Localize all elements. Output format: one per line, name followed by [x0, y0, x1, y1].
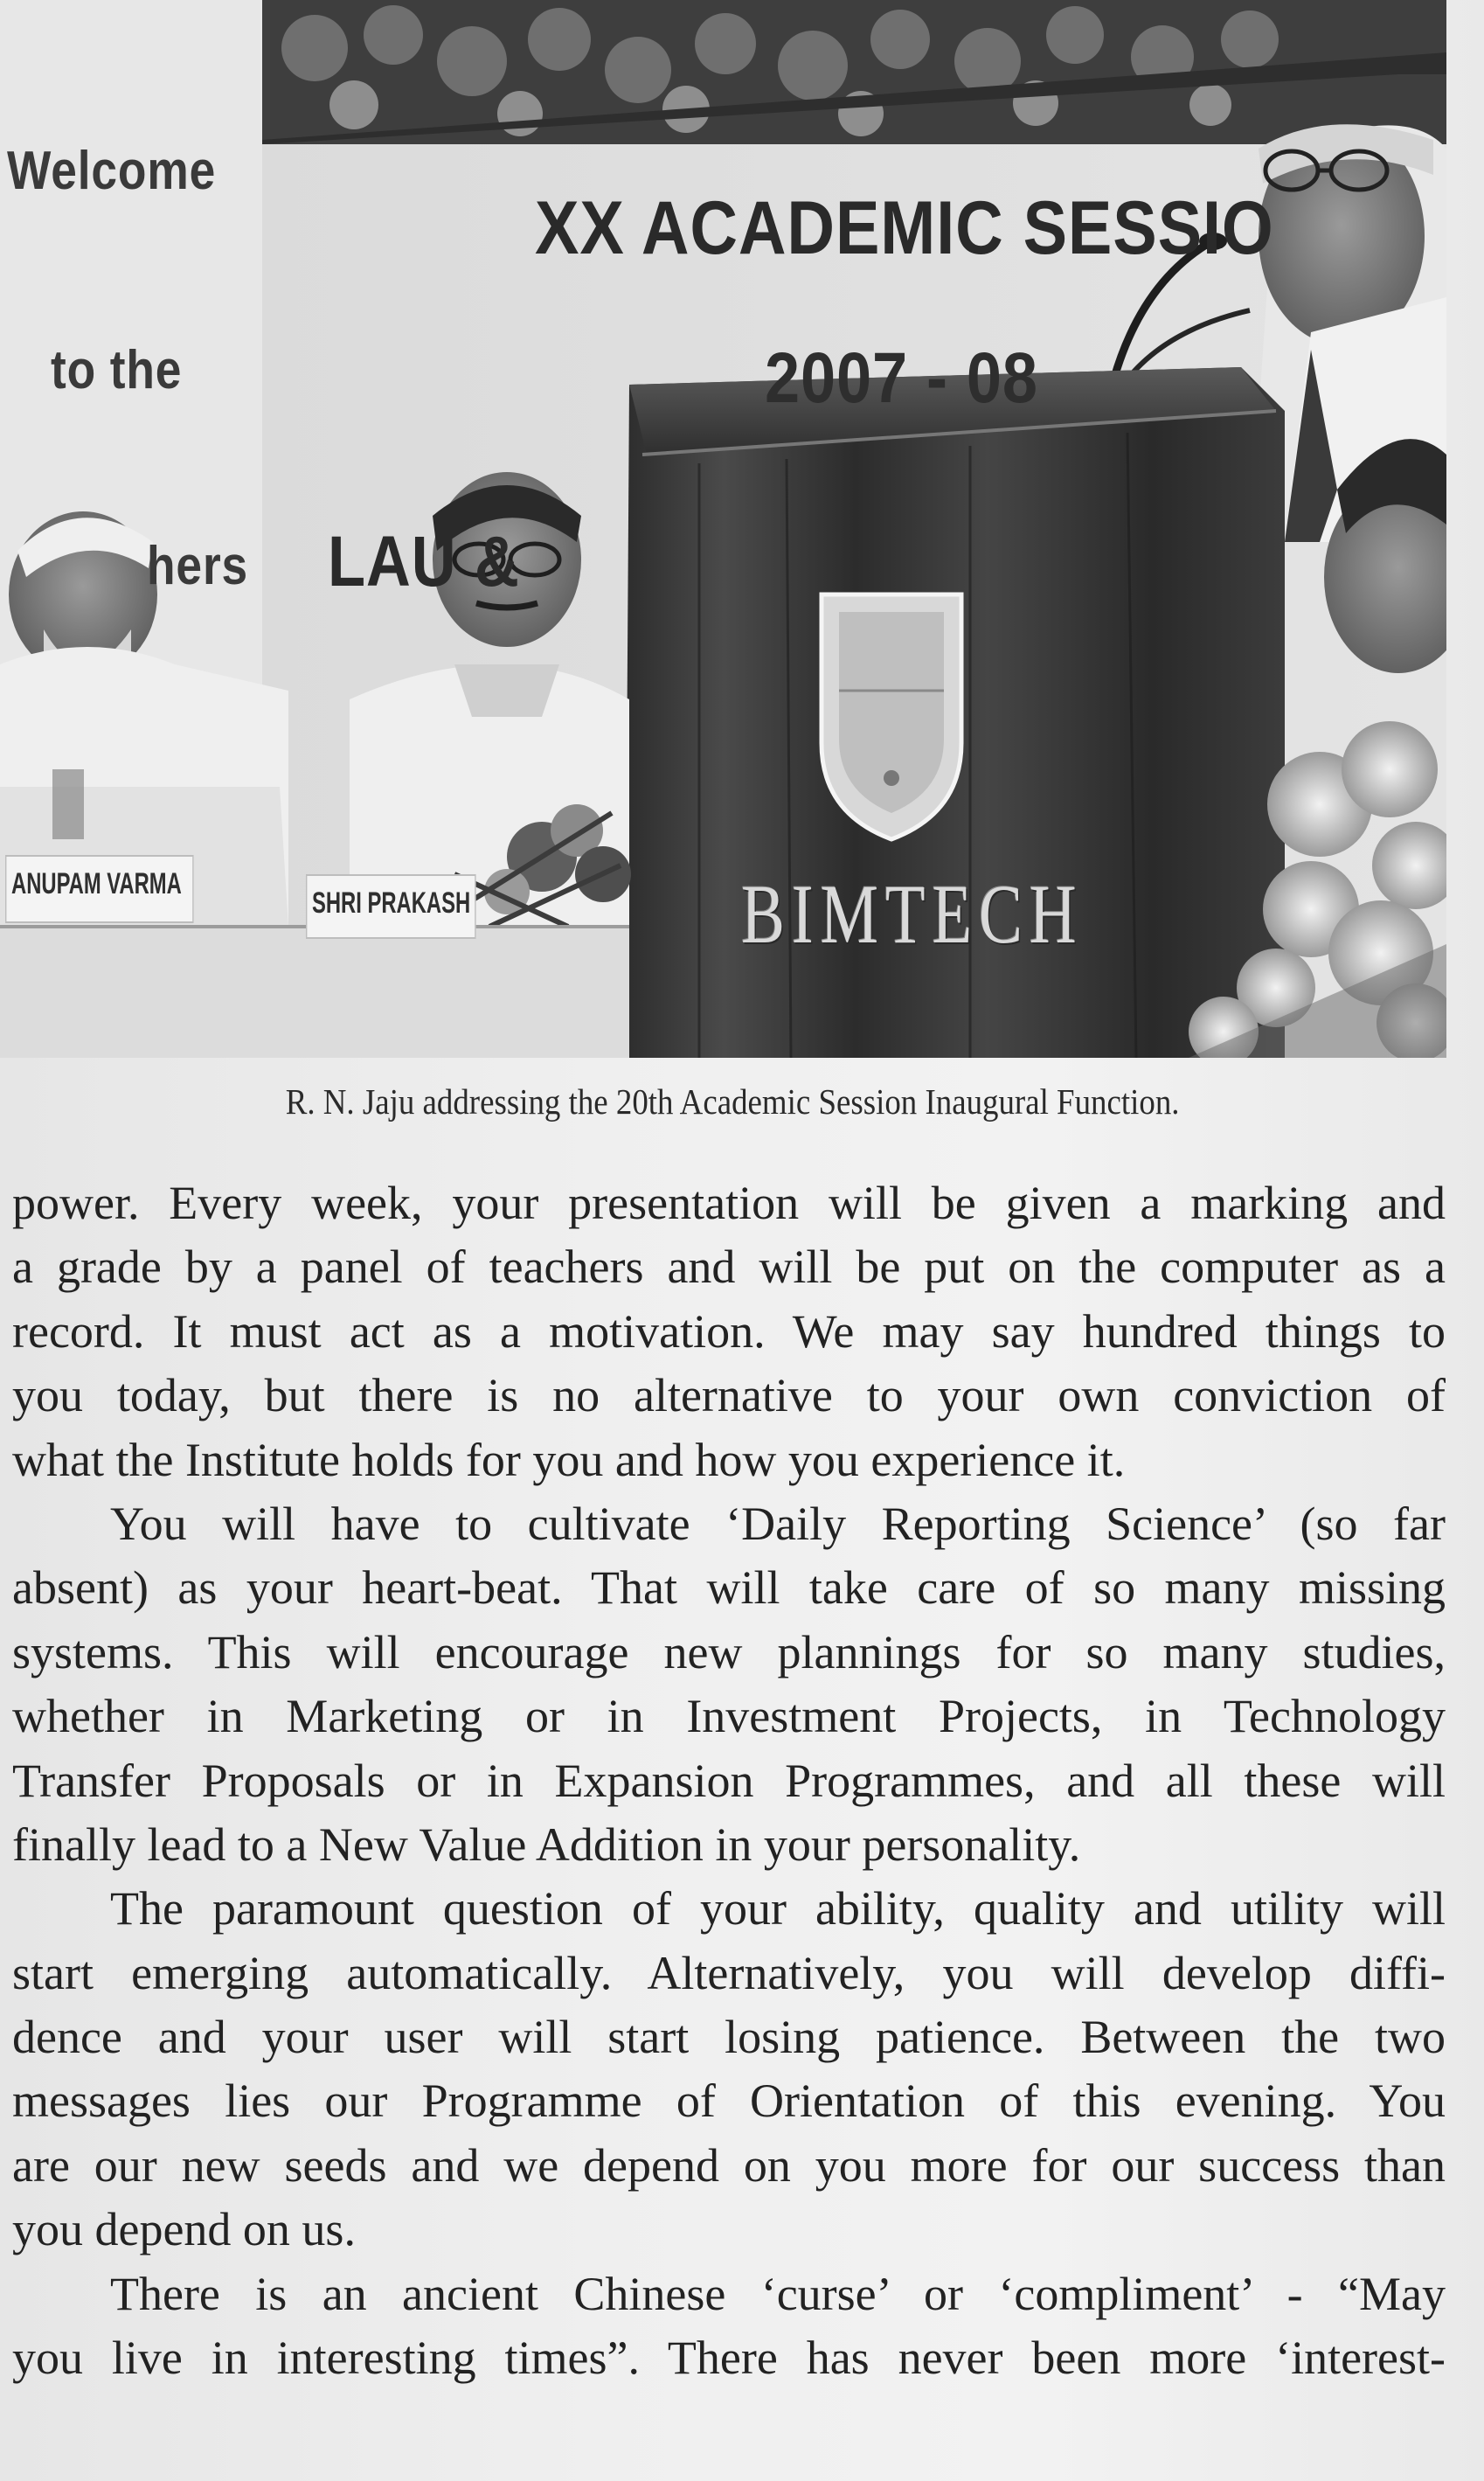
body-line: whether in Marketing or in Investment Projects, in Technology [12, 1690, 1446, 1743]
body-line: You will have to cultivate ‘Daily Reporting Science’ (so far [110, 1497, 1446, 1550]
body-line: a grade by a panel of teachers and will be put on the computer as a [12, 1240, 1446, 1294]
banner-to-the-text: to the [51, 340, 183, 400]
body-text [12, 1171, 1446, 2390]
nameplate-shri-prakash: SHRI PRAKASH [306, 874, 476, 939]
body-line: absent) as your heart-beat. That will take care of so many missing [12, 1561, 1446, 1615]
body-line: record. It must act as a motivation. We may say hundred things to [12, 1304, 1446, 1358]
body-line: There is an ancient Chinese ‘curse’ or ‘compliment’ - “May [110, 2267, 1446, 2320]
banner-year-text: 2007 - 08 [765, 338, 1038, 418]
body-line: are our new seeds and we depend on you more for our success than [12, 2138, 1446, 2192]
body-line: you live in interesting times”. There has never been more ‘interest- [12, 2332, 1446, 2385]
body-line: The paramount question of your ability, quality and utility will [110, 1882, 1446, 1935]
body-line: dence and your user will start losing patience. Between the two [12, 2011, 1446, 2064]
photo-scene [0, 0, 1446, 1058]
banner-welcome-text: Welcome [7, 141, 217, 201]
podium-logo-text: BIMTECH [741, 867, 1084, 961]
body-line: systems. This will encourage new plannings for so many studies, [12, 1625, 1446, 1678]
body-line: you depend on us. [12, 2203, 356, 2256]
photo-caption: R. N. Jaju addressing the 20th Academic Session Inaugural Function. [285, 1081, 1180, 1122]
body-line: start emerging automatically. Alternatively, you will develop diffi- [12, 1946, 1446, 1999]
body-line: what the Institute holds for you and how you experience it. [12, 1433, 1126, 1486]
banner-lau-text: LAU & [328, 522, 520, 601]
body-line: Transfer Proposals or in Expansion Programmes, and all these will [12, 1754, 1446, 1807]
nameplate-anupam-varma: ANUPAM VARMA [5, 855, 194, 923]
event-photograph [0, 0, 1446, 1058]
body-line: power. Every week, your presentation will be given a marking and [12, 1177, 1446, 1229]
body-line: you today, but there is no alternative to your own conviction of [12, 1369, 1446, 1422]
banner-session-title: XX ACADEMIC SESSIO [535, 186, 1274, 270]
body-line: messages lies our Programme of Orientation of this evening. You [12, 2074, 1446, 2128]
body-line: finally lead to a New Value Addition in your personality. [12, 1817, 1081, 1871]
banner-hers-text: hers [147, 536, 249, 596]
